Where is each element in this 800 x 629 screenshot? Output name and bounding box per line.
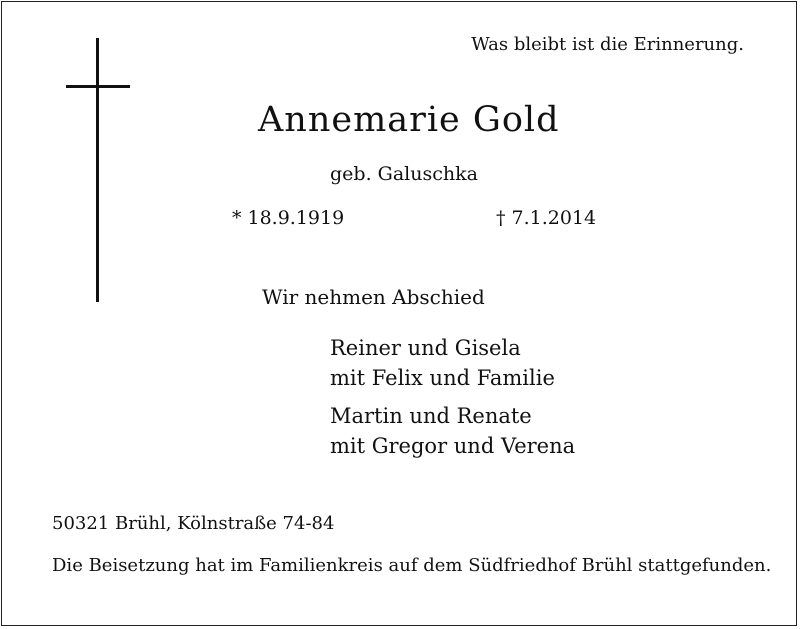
birth-name: geb. Galuschka <box>330 163 478 185</box>
burial-note: Die Beisetzung hat im Familienkreis auf dem Südfriedhof Brühl stattgefunden. <box>52 555 772 576</box>
mourner-group <box>330 401 575 461</box>
birth-date-line <box>232 207 344 229</box>
mourners-list <box>330 333 575 469</box>
motto: Was bleibt ist die Erinnerung. <box>471 34 744 55</box>
mourner-group <box>330 333 575 393</box>
mourner-line: mit Gregor und Verena <box>330 434 576 458</box>
death-date: 7.1.2014 <box>511 207 597 229</box>
death-date-line <box>496 207 596 229</box>
mourner-line: Reiner und Gisela <box>330 336 521 360</box>
death-symbol: † <box>496 207 506 229</box>
cross-horizontal-bar <box>66 85 130 88</box>
mourner-line: mit Felix und Familie <box>330 366 555 390</box>
farewell-text: Wir nehmen Abschied <box>262 285 485 309</box>
cross-vertical-bar <box>96 38 99 302</box>
address: 50321 Brühl, Kölnstraße 74-84 <box>52 513 335 534</box>
birth-symbol: * <box>232 207 242 229</box>
deceased-name: Annemarie Gold <box>258 100 560 140</box>
birth-date: 18.9.1919 <box>247 207 345 229</box>
mourner-line: Martin und Renate <box>330 404 532 428</box>
